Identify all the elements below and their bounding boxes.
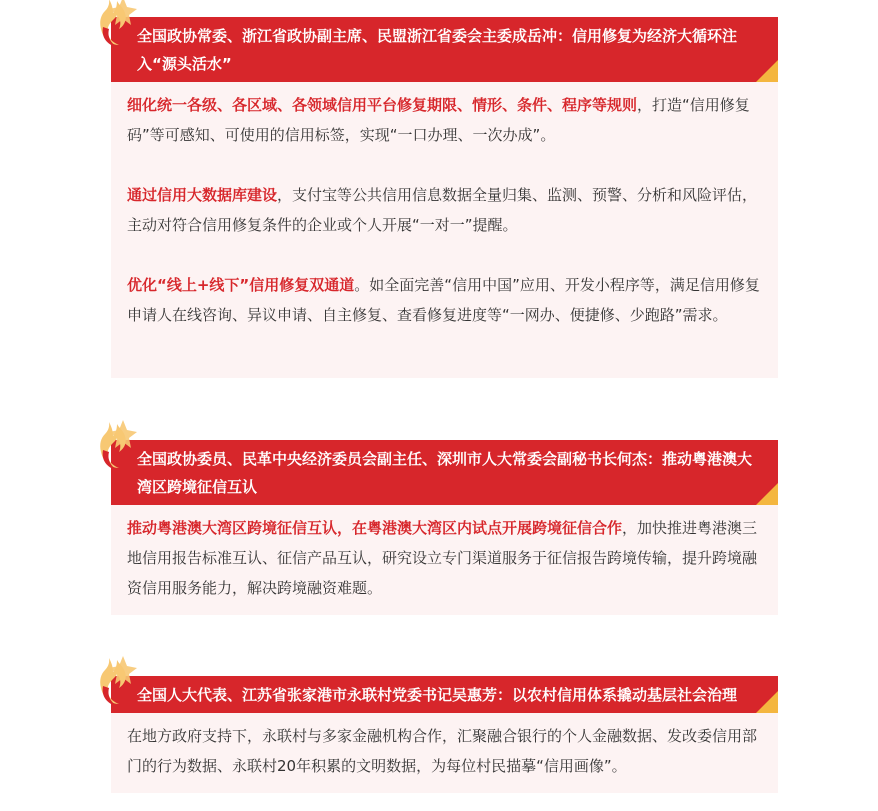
corner-decoration [756, 691, 778, 713]
heading-text: 全国人大代表、江苏省张家港市永联村党委书记吴惠芳：以农村信用体系撬动基层社会治理 [137, 686, 738, 704]
corner-decoration [756, 60, 778, 82]
section-heading [111, 17, 778, 82]
section-3 [111, 676, 778, 793]
section-2 [111, 440, 778, 615]
section-1 [111, 17, 778, 378]
section-heading [111, 676, 778, 713]
section-body [111, 505, 778, 615]
section-heading [111, 440, 778, 505]
paragraph: 通过信用大数据库建设，支付宝等公共信用信息数据全量归集、监测、预警、分析和风险评估，主动对符合信用修复条件的企业或个人开展“一对一”提醒。 [127, 186, 758, 234]
paragraph: 在地方政府支持下，永联村与多家金融机构合作，汇聚融合银行的个人金融数据、发改委信用部门的行为数据、永联村20年积累的文明数据，为每位村民描摹“信用画像”。 [127, 727, 758, 775]
flame-icon [97, 420, 137, 472]
flame-icon [97, 0, 137, 49]
section-body [111, 82, 778, 378]
heading-text: 全国政协委员、民革中央经济委员会副主任、深圳市人大常委会副秘书长何杰：推动粤港澳大湾区跨境征信互认 [137, 450, 753, 496]
paragraph: 优化“线上+线下”信用修复双通道。如全面完善“信用中国”应用、开发小程序等，满足信用修复申请人在线咨询、异议申请、自主修复、查看修复进度等“一网办、便捷修、少跑路”需求。 [127, 276, 760, 324]
paragraph: 细化统一各级、各区域、各领域信用平台修复期限、情形、条件、程序等规则，打造“信用修复码”等可感知、可使用的信用标签，实现“一口办理、一次办成”。 [127, 96, 750, 144]
heading-text: 全国政协常委、浙江省政协副主席、民盟浙江省委会主委成岳冲：信用修复为经济大循环注入“源头活水” [137, 27, 738, 73]
section-body [111, 713, 778, 793]
paragraph: 推动粤港澳大湾区跨境征信互认，在粤港澳大湾区内试点开展跨境征信合作，加快推进粤港澳三地信用报告标准互认、征信产品互认，研究设立专门渠道服务于征信报告跨境传输，提升跨境融资信用服务能力，解决跨境融资难题。 [127, 519, 758, 597]
flame-icon [97, 656, 137, 708]
corner-decoration [756, 483, 778, 505]
